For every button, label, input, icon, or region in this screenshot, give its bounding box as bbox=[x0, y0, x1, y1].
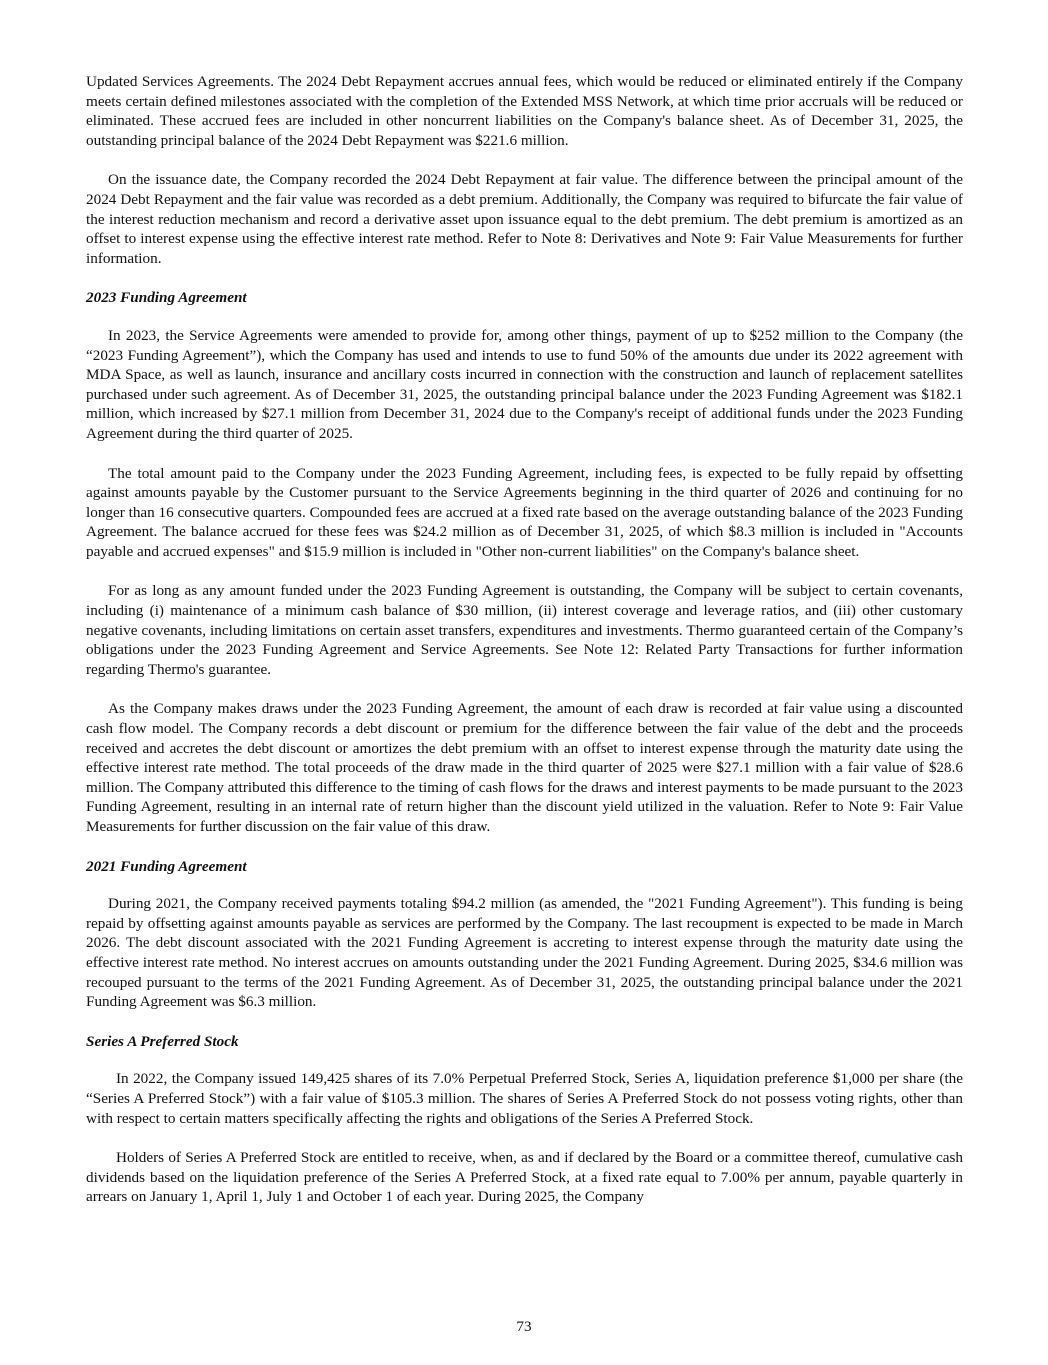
paragraph-series-a-dividends: Holders of Series A Preferred Stock are entitled to receive, when, as and if declared by the Board or a committee thereof, cumulative cash dividends based on the liquidation preference of the Series A Preferred Stock, at a fixed rate equal to 7.00% per annum, payable quarterly in arrears on January 1, April 1, July 1 and October 1 of each year. During 2025, the Company bbox=[86, 1149, 963, 1206]
paragraph-2024-debt-fees: Updated Services Agreements. The 2024 Debt Repayment accrues annual fees, which would be reduced or eliminated entirely if the Company meets certain defined milestones associated with the completion of the Extended MSS Network, at which time prior accruals will be reduced or eliminated. These accrued fees are included in other noncurrent liabilities on the Company's balance sheet. As of December 31, 2025, the outstanding principal balance of the 2024 Debt Repayment was $221.6 million. bbox=[86, 73, 963, 149]
document-body bbox=[86, 72, 963, 1227]
paragraph-2023-funding-overview: In 2023, the Service Agreements were amended to provide for, among other things, payment of up to $252 million to the Company (the “2023 Funding Agreement”), which the Company has used and intends to use to fund 50% of the amounts due under its 2022 agreement with MDA Space, as well as launch, insurance and ancillary costs incurred in connection with the construction and launch of replacement satellites purchased under such agreement. As of December 31, 2025, the outstanding principal balance under the 2023 Funding Agreement was $182.1 million, which increased by $27.1 million from December 31, 2024 due to the Company's receipt of additional funds under the 2023 Funding Agreement during the third quarter of 2025. bbox=[86, 326, 963, 442]
paragraph-2023-funding-draws: As the Company makes draws under the 2023 Funding Agreement, the amount of each draw is recorded at fair value using a discounted cash flow model. The Company records a debt discount or premium for the difference between the fair value of the debt and the proceeds received and accretes the debt discount or amortizes the debt premium with an offset to interest expense through the maturity date using the effective interest rate method. The total proceeds of the draw made in the third quarter of 2025 were $27.1 million with a fair value of $28.6 million. The Company attributed this difference to the timing of cash flows for the draws and interest payments to be made pursuant to the 2023 Funding Agreement, resulting in an internal rate of return higher than the discount yield utilized in the valuation. Refer to Note 9: Fair Value Measurements for further discussion on the fair value of this draw. bbox=[86, 700, 963, 835]
heading-2023-funding-agreement: 2023 Funding Agreement bbox=[86, 289, 247, 307]
paragraph-2023-funding-repayment: The total amount paid to the Company under the 2023 Funding Agreement, including fees, is expected to be fully repaid by offsetting against amounts payable by the Customer pursuant to the Service Agreements beginning in the third quarter of 2026 and continuing for no longer than 16 consecutive quarters. Compounded fees are accrued at a fixed rate based on the average outstanding balance of the 2023 Funding Agreement. The balance accrued for these fees was $24.2 million as of December 31, 2025, of which $8.3 million is included in "Accounts payable and accrued expenses" and $15.9 million is included in "Other non-current liabilities" on the Company's balance sheet. bbox=[86, 464, 963, 560]
paragraph-series-a-issuance: In 2022, the Company issued 149,425 shares of its 7.0% Perpetual Preferred Stock, Series A, liquidation preference $1,000 per share (the “Series A Preferred Stock”) with a fair value of $105.3 million. The shares of Series A Preferred Stock do not possess voting rights, other than with respect to certain matters specifically affecting the rights and obligations of the Series A Preferred Stock. bbox=[86, 1070, 963, 1127]
paragraph-2023-funding-covenants: For as long as any amount funded under the 2023 Funding Agreement is outstanding, the Company will be subject to certain covenants, including (i) maintenance of a minimum cash balance of $30 million, (ii) interest coverage and leverage ratios, and (iii) other customary negative covenants, including limitations on certain asset transfers, expenditures and investments. Thermo guaranteed certain of the Company’s obligations under the 2023 Funding Agreement and Service Agreements. See Note 12: Related Party Transactions for further information regarding Thermo's guarantee. bbox=[86, 582, 963, 678]
heading-2021-funding-agreement: 2021 Funding Agreement bbox=[86, 857, 247, 875]
paragraph-2021-funding: During 2021, the Company received payments totaling $94.2 million (as amended, the "2021 Funding Agreement"). This funding is being repaid by offsetting against amounts payable as services are performed by the Company. The last recoupment is expected to be made in March 2026. The debt discount associated with the 2021 Funding Agreement is accreting to interest expense through the maturity date using the effective interest rate method. No interest accrues on amounts outstanding under the 2021 Funding Agreement. During 2025, $34.6 million was recouped pursuant to the terms of the 2021 Funding Agreement. As of December 31, 2025, the outstanding principal balance under the 2021 Funding Agreement was $6.3 million. bbox=[86, 895, 963, 1011]
paragraph-2024-debt-fair-value: On the issuance date, the Company recorded the 2024 Debt Repayment at fair value. The difference between the principal amount of the 2024 Debt Repayment and the fair value was recorded as a debt premium. Additionally, the Company was required to bifurcate the fair value of the interest reduction mechanism and record a derivative asset upon issuance equal to the debt premium. The debt premium is amortized as an offset to interest expense using the effective interest rate method. Refer to Note 8: Derivatives and Note 9: Fair Value Measurements for further information. bbox=[86, 171, 963, 267]
page-number: 73 bbox=[516, 1318, 532, 1335]
heading-series-a-preferred-stock: Series A Preferred Stock bbox=[86, 1032, 239, 1050]
